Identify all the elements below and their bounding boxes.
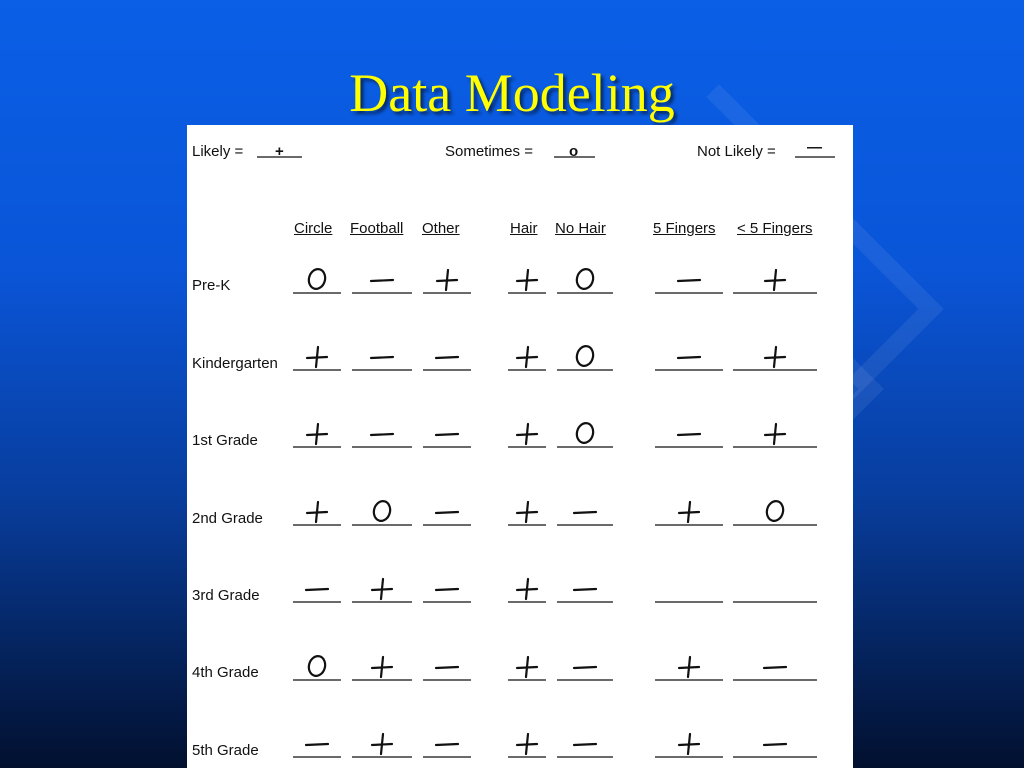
minus-mark (764, 667, 786, 668)
minus-mark (574, 744, 596, 745)
minus-mark (574, 589, 596, 590)
legend-likely-label: Likely = (192, 143, 244, 160)
minus-mark (678, 357, 700, 358)
legend-notlikely-label: Not Likely = (697, 143, 776, 160)
plus-mark (774, 270, 776, 290)
minus-mark (436, 512, 458, 513)
legend-sometimes-symbol: o (569, 143, 579, 160)
worksheet (187, 125, 853, 768)
column-header-less-5-fingers: < 5 Fingers (737, 220, 813, 237)
minus-mark (764, 744, 786, 745)
minus-mark (678, 434, 700, 435)
circle-mark (307, 267, 328, 290)
circle-mark (575, 267, 596, 290)
plus-mark (688, 502, 690, 522)
plus-mark (688, 657, 690, 677)
minus-mark (436, 667, 458, 668)
legend-sometimes-label: Sometimes = (445, 143, 533, 160)
plus-mark (316, 424, 318, 444)
minus-mark (678, 280, 700, 281)
circle-mark (372, 499, 393, 522)
circle-mark (575, 421, 596, 444)
circle-mark (575, 344, 596, 367)
plus-mark (526, 579, 528, 599)
column-header-other: Other (422, 220, 460, 237)
column-header-no-hair: No Hair (555, 220, 606, 237)
row-label-kindergarten: Kindergarten (192, 355, 278, 372)
minus-mark (371, 434, 393, 435)
minus-mark (306, 589, 328, 590)
plus-mark (446, 270, 448, 290)
plus-mark (688, 734, 690, 754)
row-label-3rd-grade: 3rd Grade (192, 587, 260, 604)
plus-mark (526, 270, 528, 290)
plus-mark (526, 657, 528, 677)
answer-grid (187, 125, 853, 768)
row-label-pre-k: Pre-K (192, 277, 231, 294)
minus-mark (436, 589, 458, 590)
minus-mark (436, 744, 458, 745)
plus-mark (381, 734, 383, 754)
plus-mark (316, 347, 318, 367)
column-header-circle: Circle (294, 220, 333, 237)
legend-likely-symbol: + (275, 143, 284, 160)
plus-mark (526, 734, 528, 754)
row-label-4th-grade: 4th Grade (192, 664, 259, 681)
plus-mark (526, 424, 528, 444)
minus-mark (436, 434, 458, 435)
row-label-1st-grade: 1st Grade (192, 432, 258, 449)
row-label-5th-grade: 5th Grade (192, 742, 259, 759)
circle-mark (765, 499, 786, 522)
column-header-hair: Hair (510, 220, 538, 237)
plus-mark (381, 657, 383, 677)
slide-title: Data Modeling (349, 63, 675, 123)
minus-mark (436, 357, 458, 358)
circle-mark (307, 654, 328, 677)
plus-mark (526, 347, 528, 367)
plus-mark (774, 347, 776, 367)
plus-mark (774, 424, 776, 444)
plus-mark (316, 502, 318, 522)
minus-mark (371, 357, 393, 358)
column-header-football: Football (350, 220, 404, 237)
plus-mark (381, 579, 383, 599)
minus-mark (371, 280, 393, 281)
minus-mark (574, 667, 596, 668)
minus-mark (306, 744, 328, 745)
plus-mark (526, 502, 528, 522)
legend-notlikely-symbol: — (807, 139, 822, 156)
minus-mark (574, 512, 596, 513)
row-label-2nd-grade: 2nd Grade (192, 510, 263, 527)
column-header-5-fingers: 5 Fingers (653, 220, 716, 237)
